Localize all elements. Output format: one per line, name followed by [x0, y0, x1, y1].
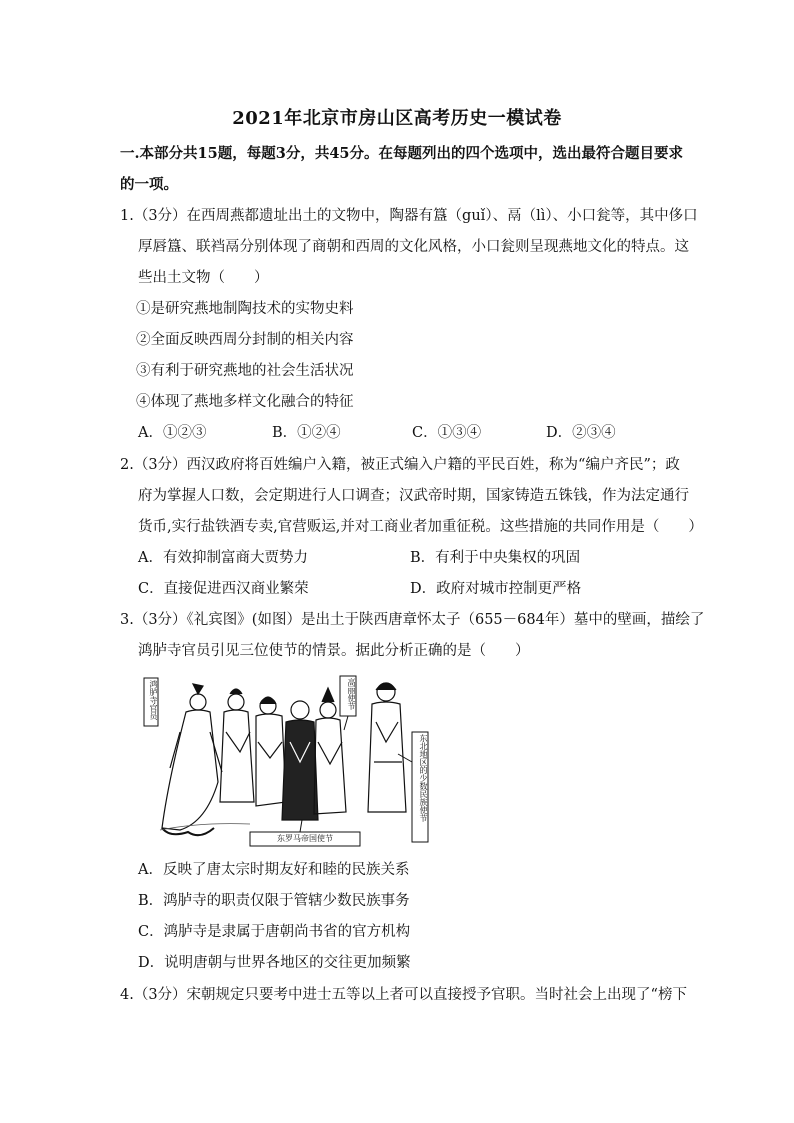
page-title: 2021年北京市房山区高考历史一模试卷: [232, 108, 562, 129]
question-2-line-3: 货币,实行盐铁酒专卖,官营贩运,并对工商业者加重征税。这些措施的共同作用是（ ）: [138, 519, 703, 535]
question-1-statement-2: ②全面反映西周分封制的相关内容: [136, 332, 354, 348]
figure-official: [162, 684, 222, 835]
question-3-line-2: 鸿胪寺官员引见三位使节的情景。据此分析正确的是（ ）: [138, 643, 530, 659]
label-honglu-official: 鸿胪寺官员: [149, 680, 158, 720]
question-1-statement-4: ④体现了燕地多样文化融合的特征: [136, 394, 354, 410]
mural-illustration: [140, 672, 432, 850]
question-2-option-c[interactable]: C．直接促进西汉商业繁荣: [138, 581, 309, 597]
question-3-option-b[interactable]: B．鸿胪寺的职责仅限于管辖少数民族事务: [138, 893, 410, 909]
question-1-option-a[interactable]: A．①②③: [138, 425, 207, 441]
question-3-option-d[interactable]: D．说明唐朝与世界各地区的交往更加频繁: [138, 955, 411, 971]
figure-attendant-1: [220, 689, 254, 802]
label-byzantine-envoy: 东罗马帝国使节: [277, 834, 333, 843]
question-1-option-c[interactable]: C．①③④: [412, 425, 482, 441]
question-2-option-b[interactable]: B．有利于中央集权的巩固: [410, 550, 581, 566]
question-1-option-b[interactable]: B．①②④: [272, 425, 341, 441]
question-3-option-a[interactable]: A．反映了唐太宗时期友好和睦的民族关系: [138, 862, 410, 878]
label-goguryeo-envoy: 高丽使节: [347, 678, 356, 710]
question-2-option-d[interactable]: D．政府对城市控制更严格: [410, 581, 582, 597]
figure-byzantine-envoy: [282, 701, 318, 820]
section-instruction-line-2: 的一项。: [120, 176, 178, 193]
question-2-line-1: 2.（3分）西汉政府将百姓编户入籍，被正式编入户籍的平民百姓，称为“编户齐民”；政: [120, 457, 680, 473]
section-instruction-line-1: 一.本部分共15题，每题3分，共45分。在每题列出的四个选项中，选出最符合题目要求: [120, 145, 683, 162]
label-northeastern-envoy: 东北地区的少数民族使节: [419, 734, 428, 822]
question-1-option-d[interactable]: D．②③④: [546, 425, 616, 441]
question-1-statement-3: ③有利于研究燕地的社会生活状况: [136, 363, 354, 379]
question-1-line-2: 厚唇簋、联裆鬲分别体现了商朝和西周的文化风格，小口瓮则呈现燕地文化的特点。这: [138, 239, 689, 255]
question-3-line-1: 3.（3分）《礼宾图》(如图）是出土于陕西唐章怀太子（655－684年）墓中的壁画，描绘了: [120, 612, 705, 628]
figure-attendant-2: [256, 697, 286, 806]
figure-northeastern-envoy: [368, 683, 406, 812]
question-2-line-2: 府为掌握人口数，会定期进行人口调查；汉武帝时期，国家铸造五铢钱，作为法定通行: [138, 488, 689, 504]
question-1-statement-1: ①是研究燕地制陶技术的实物史料: [136, 301, 354, 317]
question-4-line-1: 4.（3分）宋朝规定只要考中进士五等以上者可以直接授予官职。当时社会上出现了“榜下: [120, 987, 687, 1003]
question-2-option-a[interactable]: A．有效抑制富商大贾势力: [138, 550, 308, 566]
question-1-line-3: 些出土文物（ ）: [138, 270, 269, 286]
question-1-line-1: 1.（3分）在西周燕都遗址出土的文物中，陶器有簋（guǐ）、鬲（lì）、小口瓮等，其中侈口: [120, 208, 698, 224]
libin-mural-figure: [140, 672, 432, 850]
question-3-option-c[interactable]: C．鸿胪寺是隶属于唐朝尚书省的官方机构: [138, 924, 411, 940]
